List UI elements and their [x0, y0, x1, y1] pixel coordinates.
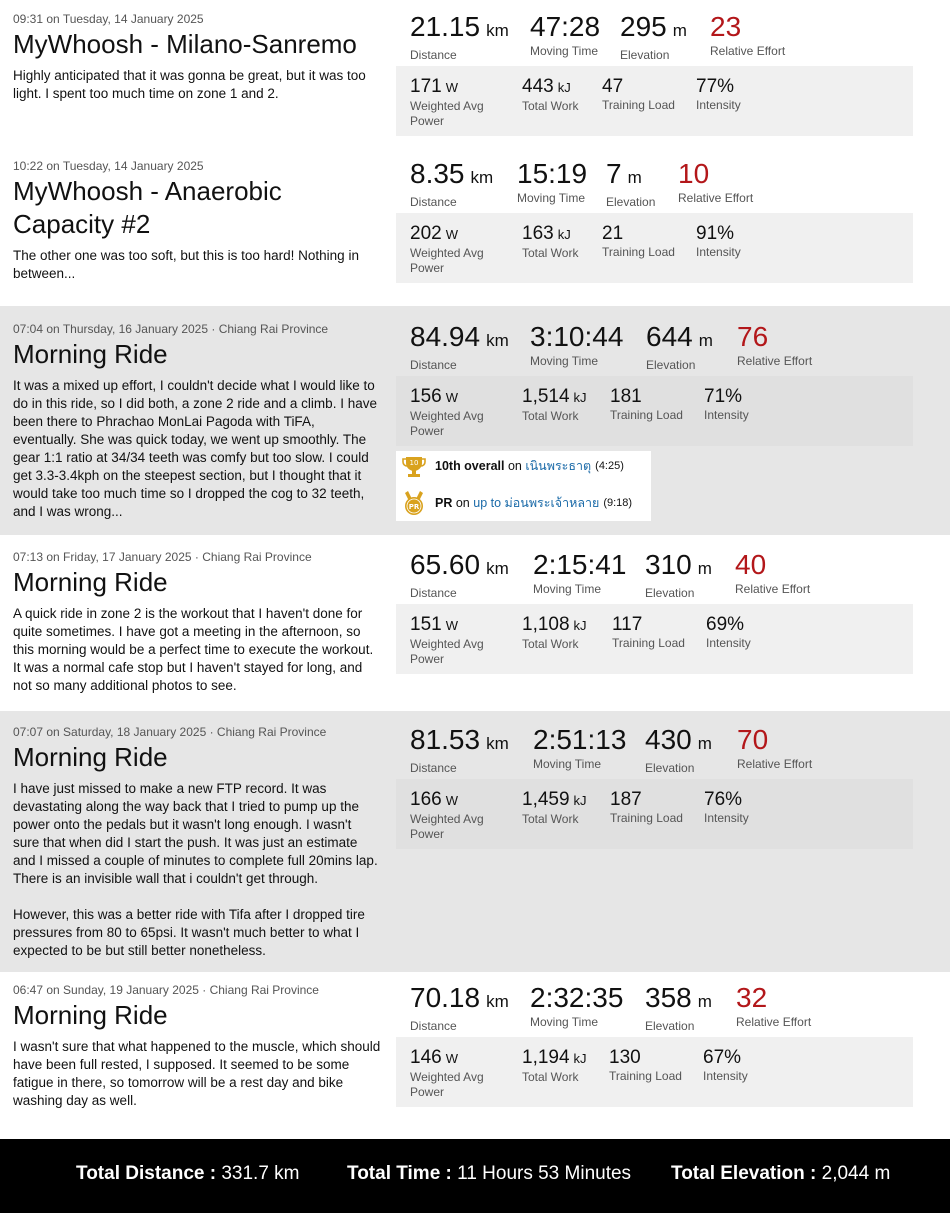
stat-moving-time: 47:28 Moving Time — [530, 11, 601, 58]
stat-relative-effort: 32 Relative Effort — [736, 982, 812, 1029]
stat-intensity: 67% Intensity — [703, 1047, 748, 1083]
stat-elevation: 358 m Elevation — [645, 982, 712, 1033]
stat-moving-time: 15:19 Moving Time — [517, 158, 588, 205]
secondary-stats — [396, 376, 913, 446]
stat-relative-effort: 76 Relative Effort — [737, 321, 813, 368]
activity-meta: 07:07 on Saturday, 18 January 2025 · Chiang Rai Province — [13, 725, 327, 739]
stat-distance: 8.35 km Distance — [410, 158, 494, 209]
stat-elevation: 7 m Elevation — [606, 158, 656, 209]
stat-elevation: 310 m Elevation — [645, 549, 712, 600]
trophy-icon — [401, 453, 427, 479]
stat-training-load: 21 Training Load — [602, 223, 675, 259]
svg-text:10: 10 — [409, 459, 419, 467]
activity-card — [0, 535, 950, 711]
activity-description: A quick ride in zone 2 is the workout that I haven't done for quite sometimes. I have got a meeting in the afternoon, so this morning would be a perfect time to execute the workout. It was a normal cafe stop but I haven't stayed for long, and not so many additional photos to see. — [13, 606, 374, 693]
stat-moving-time: 2:15:41 Moving Time — [533, 549, 627, 596]
stat-intensity: 77% Intensity — [696, 76, 741, 112]
stat-total-work: 1,194 kJ Total Work — [522, 1047, 587, 1084]
stat-training-load: 117 Training Load — [612, 614, 685, 650]
activity-title[interactable]: Morning Ride — [13, 1000, 168, 1030]
stat-weighted-avg-power: 146 W Weighted Avg Power — [410, 1047, 484, 1099]
stat-intensity: 76% Intensity — [704, 789, 749, 825]
stat-intensity: 91% Intensity — [696, 223, 741, 259]
stat-relative-effort: 10 Relative Effort — [678, 158, 754, 205]
total-distance: Total Distance : 331.7 km — [76, 1163, 300, 1184]
activity-meta: 09:31 on Tuesday, 14 January 2025 — [13, 12, 204, 26]
stat-moving-time: 2:51:13 Moving Time — [533, 724, 627, 771]
stat-training-load: 130 Training Load — [609, 1047, 682, 1083]
activity-title[interactable]: Morning Ride — [13, 339, 168, 369]
activity-card — [0, 711, 950, 972]
achievements-panel — [396, 451, 651, 521]
achievement-row[interactable]: PR PR on up to ม่อนพระเจ้าหลาย (9:18) — [401, 489, 632, 517]
stat-weighted-avg-power: 202 W Weighted Avg Power — [410, 223, 484, 275]
activity-description: Highly anticipated that it was gonna be great, but it was too light. I spent too much time on zone 1 and 2. — [13, 68, 366, 101]
stat-elevation: 430 m Elevation — [645, 724, 712, 775]
stat-total-work: 1,108 kJ Total Work — [522, 614, 587, 651]
activity-title[interactable]: Morning Ride — [13, 742, 168, 772]
stat-training-load: 187 Training Load — [610, 789, 683, 825]
stat-total-work: 163 kJ Total Work — [522, 223, 579, 260]
activity-title[interactable]: Morning Ride — [13, 567, 168, 597]
secondary-stats — [396, 66, 913, 136]
activity-description: I wasn't sure that what happened to the muscle, which should have been full rested, I supposed. It seemed to be some fatigue in there, so tomorrow will be a rest day and bike washing day as well. — [13, 1039, 381, 1108]
stat-distance: 84.94 km Distance — [410, 321, 509, 372]
activity-title[interactable]: MyWhoosh - Anaerobic Capacity #2 — [13, 176, 282, 239]
stat-weighted-avg-power: 166 W Weighted Avg Power — [410, 789, 484, 841]
totals-bar — [0, 1139, 950, 1213]
stat-distance: 81.53 km Distance — [410, 724, 509, 775]
stat-weighted-avg-power: 151 W Weighted Avg Power — [410, 614, 484, 666]
stat-weighted-avg-power: 156 W Weighted Avg Power — [410, 386, 484, 438]
stat-weighted-avg-power: 171 W Weighted Avg Power — [410, 76, 484, 128]
stat-moving-time: 2:32:35 Moving Time — [530, 982, 624, 1029]
stat-intensity: 71% Intensity — [704, 386, 749, 422]
stat-training-load: 181 Training Load — [610, 386, 683, 422]
activity-card — [0, 306, 950, 535]
pr-medal-icon — [401, 490, 427, 516]
stat-total-work: 1,459 kJ Total Work — [522, 789, 587, 826]
activity-meta: 07:13 on Friday, 17 January 2025 · Chiang Rai Province — [13, 550, 312, 564]
secondary-stats — [396, 779, 913, 849]
activity-meta: 07:04 on Thursday, 16 January 2025 · Chiang Rai Province — [13, 322, 329, 336]
stat-distance: 21.15 km Distance — [410, 11, 509, 62]
stat-relative-effort: 70 Relative Effort — [737, 724, 813, 771]
activity-card — [0, 148, 950, 306]
stat-intensity: 69% Intensity — [706, 614, 751, 650]
stat-training-load: 47 Training Load — [602, 76, 675, 112]
stat-distance: 70.18 km Distance — [410, 982, 509, 1033]
secondary-stats — [396, 1037, 913, 1107]
secondary-stats — [396, 213, 913, 283]
segment-link[interactable]: up to ม่อนพระเจ้าหลาย — [473, 496, 600, 510]
stat-elevation: 644 m Elevation — [646, 321, 713, 372]
activity-description: It was a mixed up effort, I couldn't decide what I would like to do in this ride, so I did both, a zone 2 ride and a climb. I have been there to Phrachao MonLai Pagoda with TiFA, eventually. She was quick today, we went up smoothly. The gear 1:1 ratio at 34/34 teeth was comfy but too slow. I could get 3.3-3.4kph on the steepest section, but I thought that it would take too much time so I dropped the cog to 32 teeth, and I was wrong... — [13, 378, 377, 519]
activity-title[interactable]: MyWhoosh - Milano-Sanremo — [13, 29, 357, 59]
segment-link[interactable]: เนินพระธาตุ — [525, 459, 592, 473]
stat-distance: 65.60 km Distance — [410, 549, 509, 600]
stat-total-work: 1,514 kJ Total Work — [522, 386, 587, 423]
total-elevation: Total Elevation : 2,044 m — [671, 1163, 891, 1184]
stat-moving-time: 3:10:44 Moving Time — [530, 321, 624, 368]
stat-total-work: 443 kJ Total Work — [522, 76, 579, 113]
activity-description: I have just missed to make a new FTP record. It was devastating along the way back that I tried to pump up the power onto the pedals but it wasn't long enough. I wasn't sure that when did I start the push. It was just an estimate and I missed a couple of minutes to complete full 20mins lap. There is an invisible wall that i couldn't get through. However, this was a better ride with Tifa after I dropped tire pressures from 80 to 65psi. It wasn't much better to what I expected to be but still better nonetheless. — [13, 781, 378, 958]
activity-meta: 10:22 on Tuesday, 14 January 2025 — [13, 159, 204, 173]
stat-relative-effort: 40 Relative Effort — [735, 549, 811, 596]
activity-card — [0, 0, 950, 148]
stat-elevation: 295 m Elevation — [620, 11, 687, 62]
activity-card — [0, 972, 950, 1139]
activity-meta: 06:47 on Sunday, 19 January 2025 · Chiang Rai Province — [13, 983, 319, 997]
stat-relative-effort: 23 Relative Effort — [710, 11, 786, 58]
total-time: Total Time : 11 Hours 53 Minutes — [347, 1163, 632, 1184]
activity-description: The other one was too soft, but this is too hard! Nothing in between... — [13, 248, 359, 281]
svg-text:PR: PR — [408, 503, 420, 511]
achievement-row[interactable]: 10 10th overall on เนินพระธาตุ (4:25) — [401, 452, 624, 480]
secondary-stats — [396, 604, 913, 674]
